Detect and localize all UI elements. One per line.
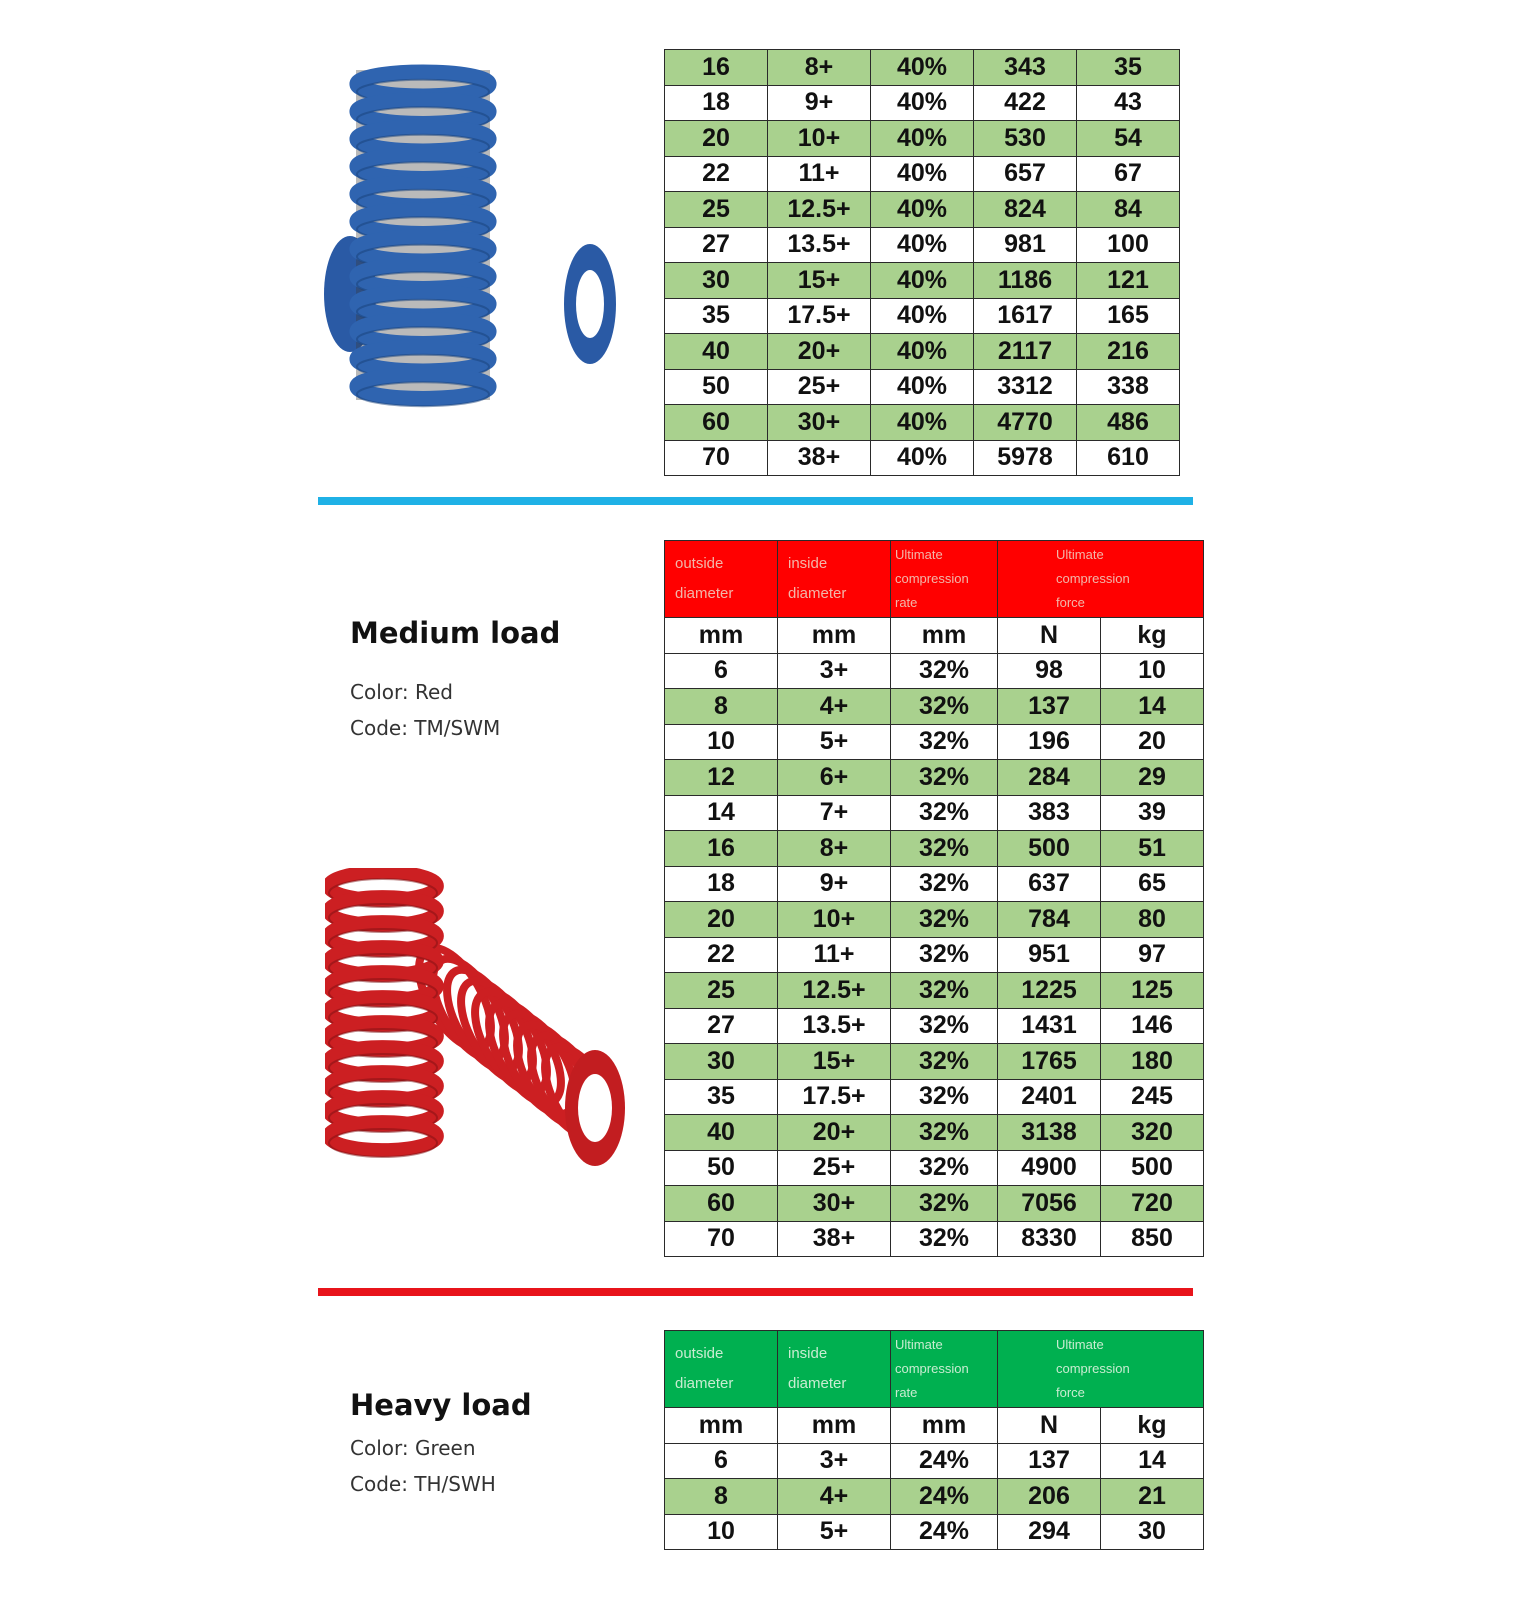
red-spring-image — [325, 868, 627, 1178]
table-cell: 27 — [665, 227, 768, 263]
table-row — [665, 263, 1180, 299]
table-row — [665, 795, 1204, 831]
table-cell: 137 — [998, 1443, 1101, 1479]
table-cell: 12.5+ — [768, 192, 871, 228]
table-cell: 32% — [891, 1115, 998, 1151]
table-cell: 29 — [1101, 760, 1204, 796]
table-row — [665, 866, 1204, 902]
table-cell: 40% — [871, 156, 974, 192]
table-cell: 137 — [998, 689, 1101, 725]
table-cell: 610 — [1077, 440, 1180, 476]
table-row — [665, 156, 1180, 192]
table-cell: 17.5+ — [768, 298, 871, 334]
table-cell: 20 — [665, 121, 768, 157]
table-cell: 121 — [1077, 263, 1180, 299]
table-row — [665, 334, 1180, 370]
table-cell: 8 — [665, 1479, 778, 1515]
table-cell: 32% — [891, 724, 998, 760]
unit-cell: N — [998, 1408, 1101, 1444]
table-cell: 951 — [998, 937, 1101, 973]
unit-cell: kg — [1101, 1408, 1204, 1444]
table-cell: 9+ — [778, 866, 891, 902]
table-row — [665, 192, 1180, 228]
table-row — [665, 1008, 1204, 1044]
table-cell: 125 — [1101, 973, 1204, 1009]
table-cell: 9+ — [768, 85, 871, 121]
table-cell: 60 — [665, 1186, 778, 1222]
table-cell: 32% — [891, 795, 998, 831]
table-cell: 39 — [1101, 795, 1204, 831]
table-cell: 27 — [665, 1008, 778, 1044]
table-cell: 10+ — [778, 902, 891, 938]
table-cell: 40% — [871, 121, 974, 157]
table-cell: 40% — [871, 192, 974, 228]
table-cell: 320 — [1101, 1115, 1204, 1151]
table-cell: 294 — [998, 1514, 1101, 1550]
table-cell: 500 — [1101, 1150, 1204, 1186]
unit-cell: mm — [778, 618, 891, 654]
table-cell: 40% — [871, 334, 974, 370]
table-cell: 13.5+ — [768, 227, 871, 263]
table-cell: 6 — [665, 1443, 778, 1479]
table-cell: 180 — [1101, 1044, 1204, 1080]
table-row — [665, 227, 1180, 263]
red-divider — [318, 1288, 1193, 1296]
table-cell: 30 — [1101, 1514, 1204, 1550]
table-cell: 338 — [1077, 369, 1180, 405]
table-cell: 32% — [891, 1079, 998, 1115]
table-cell: 32% — [891, 689, 998, 725]
table-row — [665, 121, 1180, 157]
table-row — [665, 1443, 1204, 1479]
table-cell: 70 — [665, 1221, 778, 1257]
table-row — [665, 689, 1204, 725]
unit-cell: mm — [665, 618, 778, 654]
table-cell: 100 — [1077, 227, 1180, 263]
table-cell: 40% — [871, 298, 974, 334]
table-cell: 784 — [998, 902, 1101, 938]
table-cell: 35 — [665, 298, 768, 334]
table-cell: 12 — [665, 760, 778, 796]
table-cell: 15+ — [768, 263, 871, 299]
table-row — [665, 1221, 1204, 1257]
table-cell: 22 — [665, 937, 778, 973]
table-cell: 35 — [665, 1079, 778, 1115]
table-row — [665, 85, 1180, 121]
table-cell: 40% — [871, 369, 974, 405]
header-outside-diameter: outside diameter — [665, 1331, 778, 1408]
table-row — [665, 440, 1180, 476]
table-cell: 40% — [871, 263, 974, 299]
table-cell: 12.5+ — [778, 973, 891, 1009]
table-cell: 8330 — [998, 1221, 1101, 1257]
blue-spring-image — [318, 64, 618, 412]
table-cell: 10 — [665, 724, 778, 760]
table-cell: 6 — [665, 653, 778, 689]
table-cell: 343 — [974, 50, 1077, 86]
table-cell: 486 — [1077, 405, 1180, 441]
table-cell: 5+ — [778, 1514, 891, 1550]
table-cell: 25+ — [768, 369, 871, 405]
table-cell: 13.5+ — [778, 1008, 891, 1044]
header-inside-diameter: inside diameter — [778, 1331, 891, 1408]
table-row — [665, 50, 1180, 86]
table-cell: 216 — [1077, 334, 1180, 370]
table-cell: 24% — [891, 1479, 998, 1515]
table-cell: 11+ — [778, 937, 891, 973]
table-row — [665, 937, 1204, 973]
table-cell: 40% — [871, 85, 974, 121]
table-cell: 32% — [891, 1044, 998, 1080]
table-row — [665, 1044, 1204, 1080]
table-cell: 32% — [891, 866, 998, 902]
table-cell: 5+ — [778, 724, 891, 760]
table-row — [665, 653, 1204, 689]
table-cell: 67 — [1077, 156, 1180, 192]
table-cell: 24% — [891, 1443, 998, 1479]
table-cell: 850 — [1101, 1221, 1204, 1257]
table-cell: 80 — [1101, 902, 1204, 938]
table-cell: 8+ — [778, 831, 891, 867]
table-cell: 981 — [974, 227, 1077, 263]
table-cell: 40 — [665, 334, 768, 370]
table-cell: 32% — [891, 973, 998, 1009]
header-inside-diameter: inside diameter — [778, 541, 891, 618]
table-cell: 54 — [1077, 121, 1180, 157]
table-cell: 25 — [665, 973, 778, 1009]
table-cell: 16 — [665, 831, 778, 867]
table-row — [665, 1186, 1204, 1222]
table-cell: 10+ — [768, 121, 871, 157]
table-row — [665, 1115, 1204, 1151]
table-cell: 32% — [891, 902, 998, 938]
table-cell: 18 — [665, 866, 778, 902]
table-cell: 21 — [1101, 1479, 1204, 1515]
table-cell: 70 — [665, 440, 768, 476]
heavy-code-line: Code: TH/SWH — [350, 1472, 496, 1496]
table-cell: 35 — [1077, 50, 1180, 86]
medium-load-spec-table — [664, 540, 1204, 1257]
table-cell: 500 — [998, 831, 1101, 867]
table-cell: 40% — [871, 50, 974, 86]
units-row — [665, 1408, 1204, 1444]
unit-cell: mm — [778, 1408, 891, 1444]
table-cell: 38+ — [778, 1221, 891, 1257]
table-cell: 10 — [1101, 653, 1204, 689]
table-cell: 32% — [891, 653, 998, 689]
table-cell: 30+ — [778, 1186, 891, 1222]
table-cell: 15+ — [778, 1044, 891, 1080]
table-cell: 30 — [665, 1044, 778, 1080]
units-row — [665, 618, 1204, 654]
table-cell: 206 — [998, 1479, 1101, 1515]
table-cell: 20+ — [778, 1115, 891, 1151]
table-cell: 824 — [974, 192, 1077, 228]
unit-cell: mm — [665, 1408, 778, 1444]
table-cell: 20 — [1101, 724, 1204, 760]
table-cell: 637 — [998, 866, 1101, 902]
table-row — [665, 1079, 1204, 1115]
table-cell: 14 — [1101, 689, 1204, 725]
table-cell: 1617 — [974, 298, 1077, 334]
heavy-color-line: Color: Green — [350, 1436, 476, 1460]
table-cell: 24% — [891, 1514, 998, 1550]
table-cell: 3+ — [778, 1443, 891, 1479]
header-compression-rate: Ultimate compression rate — [891, 1331, 998, 1408]
table-cell: 1431 — [998, 1008, 1101, 1044]
table-cell: 4+ — [778, 689, 891, 725]
table-cell: 30 — [665, 263, 768, 299]
table-cell: 284 — [998, 760, 1101, 796]
table-cell: 146 — [1101, 1008, 1204, 1044]
table-cell: 6+ — [778, 760, 891, 796]
table-cell: 40% — [871, 440, 974, 476]
medium-color-line: Color: Red — [350, 680, 453, 704]
table-cell: 50 — [665, 1150, 778, 1186]
table-row — [665, 369, 1180, 405]
unit-cell: kg — [1101, 618, 1204, 654]
medium-header-row — [665, 541, 1204, 618]
table-cell: 32% — [891, 1150, 998, 1186]
table-row — [665, 973, 1204, 1009]
table-cell: 2117 — [974, 334, 1077, 370]
table-cell: 4+ — [778, 1479, 891, 1515]
table-cell: 30+ — [768, 405, 871, 441]
table-row — [665, 902, 1204, 938]
table-row — [665, 760, 1204, 796]
table-cell: 8+ — [768, 50, 871, 86]
header-compression-force: Ultimate compression force — [998, 541, 1204, 618]
table-cell: 7+ — [778, 795, 891, 831]
table-cell: 657 — [974, 156, 1077, 192]
table-cell: 165 — [1077, 298, 1180, 334]
table-cell: 10 — [665, 1514, 778, 1550]
table-cell: 43 — [1077, 85, 1180, 121]
table-cell: 2401 — [998, 1079, 1101, 1115]
table-cell: 530 — [974, 121, 1077, 157]
table-cell: 25 — [665, 192, 768, 228]
table-row — [665, 1479, 1204, 1515]
table-cell: 4770 — [974, 405, 1077, 441]
table-cell: 18 — [665, 85, 768, 121]
table-cell: 383 — [998, 795, 1101, 831]
table-row — [665, 1150, 1204, 1186]
table-cell: 720 — [1101, 1186, 1204, 1222]
table-cell: 60 — [665, 405, 768, 441]
table-cell: 17.5+ — [778, 1079, 891, 1115]
table-cell: 97 — [1101, 937, 1204, 973]
table-cell: 32% — [891, 831, 998, 867]
table-cell: 3138 — [998, 1115, 1101, 1151]
heavy-header-row — [665, 1331, 1204, 1408]
table-cell: 22 — [665, 156, 768, 192]
unit-cell: mm — [891, 1408, 998, 1444]
table-cell: 40% — [871, 227, 974, 263]
table-cell: 245 — [1101, 1079, 1204, 1115]
table-row — [665, 405, 1180, 441]
blue-divider — [318, 497, 1193, 505]
table-cell: 32% — [891, 937, 998, 973]
table-row — [665, 831, 1204, 867]
table-cell: 1765 — [998, 1044, 1101, 1080]
table-cell: 32% — [891, 1221, 998, 1257]
table-cell: 14 — [665, 795, 778, 831]
table-cell: 98 — [998, 653, 1101, 689]
table-row — [665, 298, 1180, 334]
heavy-load-spec-table — [664, 1330, 1204, 1550]
table-cell: 50 — [665, 369, 768, 405]
table-cell: 8 — [665, 689, 778, 725]
table-cell: 40 — [665, 1115, 778, 1151]
table-cell: 16 — [665, 50, 768, 86]
header-outside-diameter: outside diameter — [665, 541, 778, 618]
table-cell: 4900 — [998, 1150, 1101, 1186]
table-row — [665, 724, 1204, 760]
table-cell: 5978 — [974, 440, 1077, 476]
medium-code-line: Code: TM/SWM — [350, 716, 501, 740]
table-cell: 20 — [665, 902, 778, 938]
table-cell: 32% — [891, 1186, 998, 1222]
table-cell: 40% — [871, 405, 974, 441]
table-cell: 51 — [1101, 831, 1204, 867]
table-cell: 65 — [1101, 866, 1204, 902]
table-cell: 1225 — [998, 973, 1101, 1009]
unit-cell: mm — [891, 618, 998, 654]
table-row — [665, 1514, 1204, 1550]
light-load-spec-table — [664, 49, 1180, 476]
header-compression-rate: Ultimate compression rate — [891, 541, 998, 618]
table-cell: 32% — [891, 1008, 998, 1044]
table-cell: 84 — [1077, 192, 1180, 228]
table-cell: 3312 — [974, 369, 1077, 405]
table-cell: 14 — [1101, 1443, 1204, 1479]
table-cell: 422 — [974, 85, 1077, 121]
medium-load-title: Medium load — [350, 616, 561, 650]
table-cell: 32% — [891, 760, 998, 796]
table-cell: 25+ — [778, 1150, 891, 1186]
table-cell: 11+ — [768, 156, 871, 192]
table-cell: 3+ — [778, 653, 891, 689]
table-cell: 1186 — [974, 263, 1077, 299]
heavy-load-title: Heavy load — [350, 1388, 532, 1422]
table-cell: 20+ — [768, 334, 871, 370]
table-cell: 7056 — [998, 1186, 1101, 1222]
unit-cell: N — [998, 618, 1101, 654]
header-compression-force: Ultimate compression force — [998, 1331, 1204, 1408]
table-cell: 38+ — [768, 440, 871, 476]
table-cell: 196 — [998, 724, 1101, 760]
